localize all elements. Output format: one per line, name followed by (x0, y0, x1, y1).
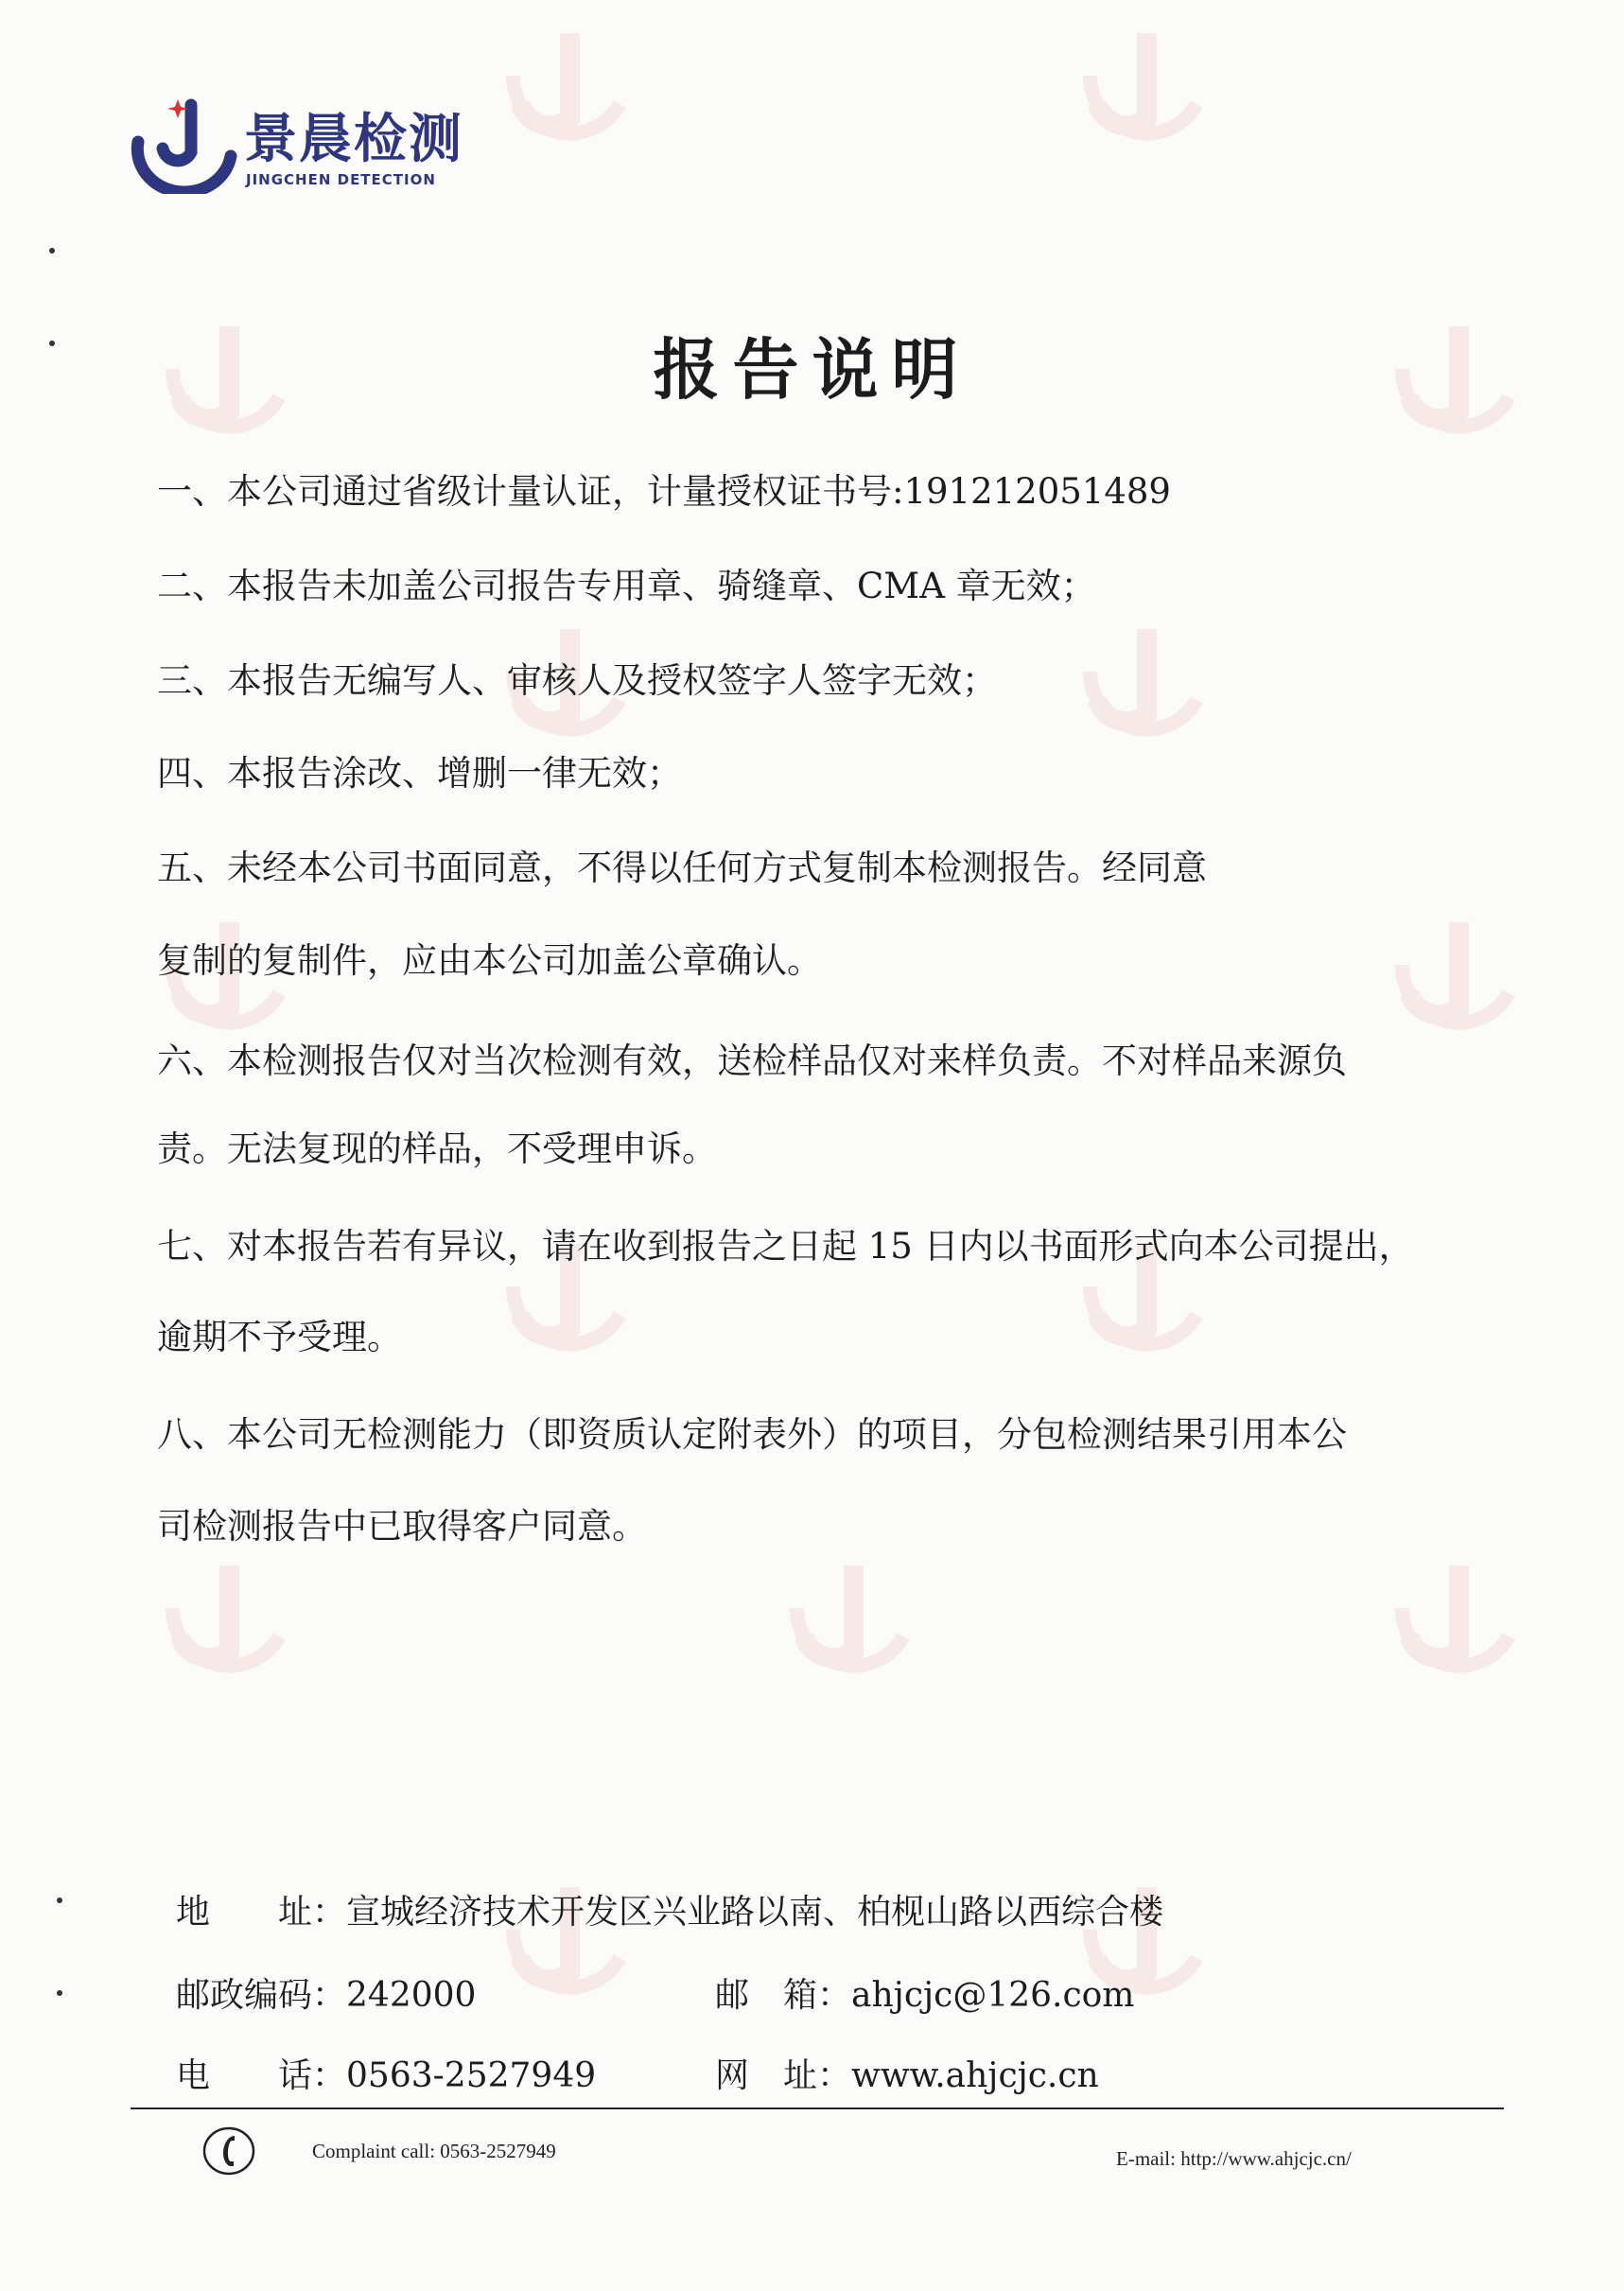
watermark-logo-icon (1069, 615, 1211, 757)
watermark-logo-icon (1381, 1551, 1523, 1693)
clause-7-continuation: 逾期不予受理。 (157, 1317, 402, 1357)
phone-icon (201, 2123, 257, 2179)
clause-7: 七、对本报告若有异议，请在收到报告之日起 15 日内以书面形式向本公司提出， (157, 1226, 1414, 1267)
clause-8-continuation: 司检测报告中已取得客户同意。 (157, 1506, 647, 1547)
postcode-row (176, 1968, 476, 2017)
watermark-logo-icon (1069, 19, 1211, 161)
email-label: 邮 箱： (715, 1976, 852, 2015)
address-row (176, 1885, 1163, 1933)
clause-1: 一、本公司通过省级计量认证，计量授权证书号:191212051489 (157, 471, 1171, 512)
footer-divider (131, 2107, 1504, 2109)
logo-chinese-name: 景晨检测 (244, 109, 463, 170)
logo-mark-icon (129, 90, 240, 194)
website-row (715, 2049, 1099, 2097)
watermark-logo-icon (151, 1551, 293, 1693)
margin-mark (57, 1898, 62, 1903)
clause-6-continuation: 责。无法复现的样品，不受理申诉。 (157, 1128, 717, 1169)
phone-value: 0563-2527949 (346, 2056, 597, 2095)
postcode-value: 242000 (346, 1976, 477, 2015)
clause-8: 八、本公司无检测能力（即资质认定附表外）的项目，分包检测结果引用本公 (157, 1414, 1347, 1455)
clause-2: 二、本报告未加盖公司报告专用章、骑缝章、CMA 章无效； (157, 566, 1096, 606)
website-value[interactable]: www.ahjcjc.cn (851, 2056, 1099, 2095)
address-label: 地 址： (176, 1893, 347, 1932)
website-label: 网 址： (715, 2056, 852, 2095)
address-value: 宣城经济技术开发区兴业路以南、柏枧山路以西综合楼 (346, 1893, 1164, 1932)
logo-english-name: JINGCHEN DETECTION (246, 171, 436, 188)
footer-email-web[interactable]: E-mail: http://www.ahjcjc.cn/ (1116, 2147, 1352, 2170)
company-logo (129, 90, 507, 194)
postcode-label: 邮政编码： (176, 1976, 347, 2015)
watermark-logo-icon (776, 1551, 917, 1693)
margin-mark (49, 248, 55, 254)
page-title: 报告说明 (653, 331, 971, 409)
watermark-logo-icon (1381, 908, 1523, 1050)
clause-3: 三、本报告无编写人、审核人及授权签字人签字无效； (157, 660, 997, 701)
watermark-logo-icon (492, 19, 634, 161)
phone-label: 电 话： (176, 2056, 347, 2095)
clause-6: 六、本检测报告仅对当次检测有效，送检样品仅对来样负责。不对样品来源负 (157, 1041, 1347, 1081)
clause-4: 四、本报告涂改、增删一律无效； (157, 753, 682, 794)
clause-5-continuation: 复制的复制件，应由本公司加盖公章确认。 (157, 940, 822, 981)
margin-mark (57, 1990, 62, 1996)
clause-5: 五、未经本公司书面同意，不得以任何方式复制本检测报告。经同意 (157, 848, 1207, 888)
complaint-call: Complaint call: 0563-2527949 (312, 2140, 556, 2162)
email-value[interactable]: ahjcjc@126.com (851, 1976, 1135, 2015)
email-row (715, 1968, 1134, 2017)
phone-row (176, 2049, 596, 2097)
